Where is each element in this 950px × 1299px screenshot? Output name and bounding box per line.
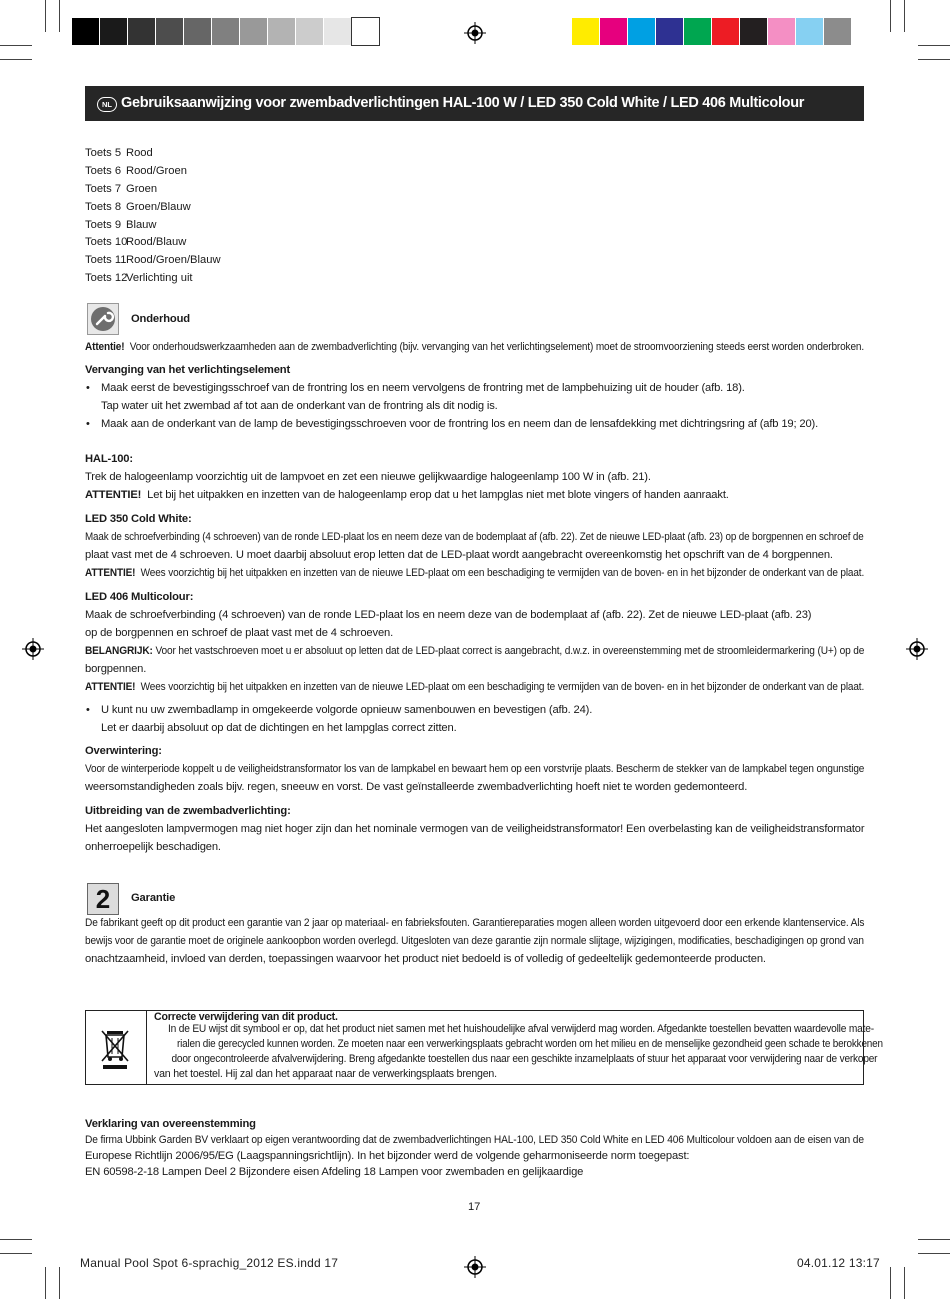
crop-mark [59,0,60,32]
weee-bin-icon [98,1025,132,1071]
subheading: LED 406 Multicolour: [85,591,194,603]
paragraph: Trek de halogeenlamp voorzichtig uit de lampvoet en zet een nieuwe gelijkwaardige halogeenlamp 100 W in (afb. 21). [85,471,651,483]
paragraph: van het toestel. Hij zal dan het apparaat naar de verwerkingsplaats brengen. [154,1068,497,1080]
process-swatch [656,18,683,45]
paragraph: borgpennen. [85,663,147,675]
paragraph: onachtzaamheid, invloed van derden, toepassingen waarvoor het product niet bedoeld is of volledig of gedeeltelijk gedemonteerde producten. [85,953,766,965]
process-swatch [824,18,851,45]
gray-swatch [324,18,351,45]
gray-swatch [296,18,323,45]
crop-mark [890,1267,891,1299]
gray-swatch [212,18,239,45]
list-item: Toets 10Rood/Blauw [85,236,187,249]
crop-mark [918,1239,950,1240]
crop-mark [918,59,950,60]
registration-mark-icon [464,1256,486,1278]
list-item: Toets 5 Rood [85,147,153,159]
subheading: Verklaring van overeenstemming [85,1118,256,1130]
gray-swatch [240,18,267,45]
page-number: 17 [468,1201,481,1213]
paragraph: weersomstandigheden zoals bijv. regen, sneeuw en vorst. De vast geïnstalleerde zwembadverlichting hoeft niet te worden gedemonteerd. [85,781,748,793]
attentie-paragraph: ATTENTIE! Wees voorzichtig bij het uitpakken en inzetten van de nieuwe LED-plaat om een beschadiging te vermijden van de boven- en in het bijzonder de onderkant van de plaat. [85,681,865,693]
section-heading: Garantie [131,892,176,904]
paragraph: door ongecontroleerde afvalverwijdering. Breng afgedankte toestellen dus naar een geschikte inzamelplaats of stuur het apparaat voor verwijdering naar de verkoper [171,1053,878,1065]
bullet-text: Let er daarbij absoluut op dat de dichtingen en het lampglas correct zitten. [101,722,457,734]
gray-swatch [100,18,127,45]
process-swatch [768,18,795,45]
gray-swatch [268,18,295,45]
list-item: Toets 6 Rood/Groen [85,164,187,177]
gray-swatch [128,18,155,45]
process-swatch [628,18,655,45]
subheading: Vervanging van het verlichtingselement [85,364,291,376]
list-item: Toets 9 Blauw [85,218,157,231]
crop-mark [890,0,891,32]
wrench-icon [87,303,119,335]
bullet-marker: • [86,704,90,716]
list-item: Toets 7 Groen [85,182,158,195]
attentie-paragraph: Attentie! Voor onderhoudswerkzaamheden aan de zwembadverlichting (bijv. vervanging van het verlichtingselement) moet de stroomvoorziening steeds eerst worden onderbroken. [85,341,864,353]
bullet-text: U kunt nu uw zwembadlamp in omgekeerde volgorde opnieuw samenbouwen en bevestigen (afb. 24). [101,704,593,716]
paragraph: Maak de schroefverbinding (4 schroeven) van de ronde LED-plaat los en neem deze van de bodemplaat af (afb. 22). Zet de nieuwe LED-plaat (afb. 23) op de borgpennen en schroef de [85,531,864,543]
paragraph: In de EU wijst dit symbool er op, dat het product niet samen met het huishoudelijke afval verwijderd mag worden. Afgedankte toestellen bevatten waardevolle mate- [167,1023,874,1035]
bullet-text: Maak eerst de bevestigingsschroef van de frontring los en neem vervolgens de frontring met de lampbehuizing uit de houder (afb. 18). [101,382,745,394]
gray-swatch [184,18,211,45]
paragraph: Maak de schroefverbinding (4 schroeven) van de ronde LED-plaat los en neem deze van de bodemplaat af (afb. 22). Zet de nieuwe LED-plaat (afb. 23) [85,609,812,621]
paragraph: bewijs voor de garantie moet de originele aankoopbon worden overlegd. Uitgesloten van deze garantie zijn normale slijtage, wijzigingen, modificaties, beschadigingen op grond van [85,935,864,947]
paragraph: onherroepelijk beschadigen. [85,841,221,853]
bullet-marker: • [86,382,90,394]
paragraph: De firma Ubbink Garden BV verklaart op eigen verantwoording dat de zwembadverlichtingen HAL-100, LED 350 Cold White en LED 406 Multicolour voldoen aan de eisen van de [85,1134,864,1146]
subheading: Overwintering: [85,745,162,757]
crop-mark [904,1267,905,1299]
gray-swatch [72,18,99,45]
attentie-paragraph: ATTENTIE! Let bij het uitpakken en inzetten van de halogeenlamp erop dat u het lampglas niet met blote vingers of handen aanraakt. [85,489,729,501]
bullet-text: Tap water uit het zwembad af tot aan de onderkant van de frontring als dit nodig is. [101,400,498,412]
paragraph: EN 60598-2-18 Lampen Deel 2 Bijzondere eisen Afdeling 18 Lampen voor zwembaden en gelijkaardige [85,1166,584,1178]
paragraph: op de borgpennen en schroef de plaat vast met de 4 schroeven. [85,627,394,639]
warranty-2-icon: 2 [87,883,119,915]
crop-mark [0,59,32,60]
subheading: Uitbreiding van de zwembadverlichting: [85,805,291,817]
bullet-text: Maak aan de onderkant van de lamp de bevestigingsschroeven voor de frontring los en neem dan de lensafdekking met dichtringsring af (afb 19; 20). [101,418,819,430]
registration-mark-icon [464,22,486,44]
crop-mark [59,1267,60,1299]
process-swatch [684,18,711,45]
process-swatch [572,18,599,45]
paragraph: De fabrikant geeft op dit product een garantie van 2 jaar op materiaal- en fabrieksfouten. Garantiereparaties mogen alleen worden uitgevoerd door een erkende klantenservice. Als [85,917,865,929]
footer-timestamp: 04.01.12 13:17 [797,1256,880,1270]
crop-mark [918,1253,950,1254]
page-title: Gebruiksaanwijzing voor zwembadverlichtingen HAL-100 W / LED 350 Cold White / LED 406 Multicolour [121,95,805,111]
paragraph: rialen die gerecycled kunnen worden. Ze moeten naar een verwerkingsplaats gebracht worden om het milieu en de menselijke gezondheid geen schade te berokkenen [177,1038,883,1050]
language-badge: NL [97,97,117,112]
crop-mark [0,1239,32,1240]
footer-file-name: Manual Pool Spot 6-sprachig_2012 ES.indd 17 [80,1256,339,1270]
attentie-paragraph: ATTENTIE! Wees voorzichtig bij het uitpakken en inzetten van de nieuwe LED-plaat om een beschadiging te vermijden van de boven- en in het bijzonder de onderkant van de plaat. [85,567,865,579]
crop-mark [0,1253,32,1254]
crop-mark [0,45,32,46]
paragraph: plaat vast met de 4 schroeven. U moet daarbij absoluut erop letten dat de LED-plaat wordt aangebracht overeenkomstig het opschrift van de 4 borgpennen. [85,549,833,561]
belangrijk-paragraph: BELANGRIJK: Voor het vastschroeven moet u er absoluut op letten dat de LED-plaat correct is aangebracht, d.w.z. in overeenstemming met de stroomleidermarkering (U+) op de [85,645,865,657]
subheading: HAL-100: [85,453,133,465]
section-heading: Onderhoud [131,313,190,325]
registration-mark-icon [906,638,928,660]
process-swatch [712,18,739,45]
crop-mark [918,45,950,46]
paragraph: Het aangesloten lampvermogen mag niet hoger zijn dan het nominale vermogen van de veiligheidstransformator! Een overbelasting kan de veiligheidstransformator [85,823,865,835]
divider [146,1011,147,1084]
process-swatch [740,18,767,45]
gray-swatch [156,18,183,45]
crop-mark [45,0,46,32]
list-item: Toets 8 Groen/Blauw [85,200,191,213]
gray-swatch [352,18,379,45]
list-item: Toets 12Verlichting uit [85,272,193,285]
disposal-heading: Correcte verwijdering van dit product. [154,1011,338,1023]
list-item: Toets 11Rood/Groen/Blauw [85,254,221,267]
registration-mark-icon [22,638,44,660]
process-swatch [796,18,823,45]
key-list [85,145,221,288]
paragraph: Europese Richtlijn 2006/95/EG (Laagspanningsrichtlijn). In het bijzonder werd de volgende geharmoniseerde norm toegepast: [85,1150,690,1162]
crop-mark [904,0,905,32]
process-swatch [600,18,627,45]
bullet-marker: • [86,418,90,430]
section-header [85,86,864,121]
subheading: LED 350 Cold White: [85,513,192,525]
paragraph: Voor de winterperiode koppelt u de veiligheidstransformator los van de lampkabel en bewaart hem op een vorstvrije plaats. Bescherm de stekker van de lampkabel tegen ongunstige [85,763,865,775]
crop-mark [45,1267,46,1299]
